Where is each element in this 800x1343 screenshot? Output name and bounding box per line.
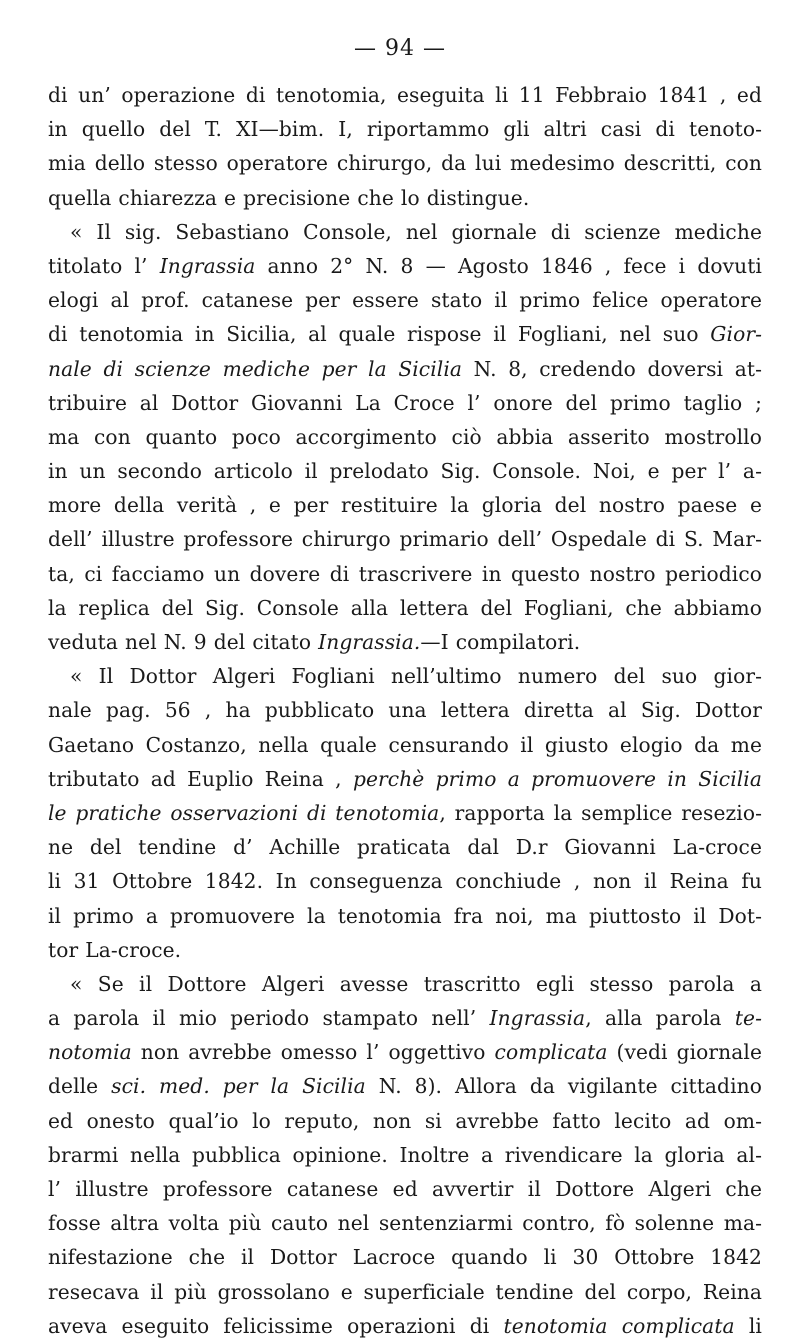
text-line	[48, 146, 762, 180]
text-line	[48, 762, 762, 796]
text-segment: —I compilatori.	[420, 630, 581, 654]
text-segment: tribuire al Dottor Giovanni La Croce l’ onore del primo taglio ;	[48, 390, 762, 415]
text-segment: di tenotomia in Sicilia, al quale rispose il Fogliani, nel suo	[48, 322, 711, 347]
italic-text: le pratiche osservazioni di tenotomia	[48, 800, 440, 825]
text-line	[48, 796, 762, 830]
italic-text: Gior-	[710, 322, 762, 347]
text-line	[48, 591, 762, 625]
text-segment: l’ illustre professore catanese ed avvertir il Dottore Algeri che	[48, 1177, 762, 1201]
text-segment: fosse altra volta più cauto nel sentenziarmi contro, fò solenne ma-	[48, 1211, 762, 1236]
page-number: — 94 —	[354, 36, 446, 61]
text-line	[48, 967, 762, 1001]
text-line	[48, 386, 762, 420]
text-line	[48, 1104, 762, 1138]
text-segment: la replica del Sig. Console alla lettera del Fogliani, che abbiamo	[48, 595, 762, 620]
text-segment: nale pag. 56 , ha pubblicato una lettera diretta al Sig. Dottor	[48, 698, 762, 723]
italic-text: tenotomia complicata	[503, 1313, 735, 1338]
text-line	[48, 1138, 762, 1172]
text-line	[48, 693, 762, 727]
text-line	[48, 625, 762, 659]
text-line	[48, 557, 762, 591]
text-segment: ed onesto qual’io lo reputo, non si avrebbe fatto lecito ad om-	[48, 1108, 762, 1133]
italic-text: notomia	[48, 1040, 132, 1065]
italic-text: complicata	[494, 1040, 608, 1065]
text-line	[48, 420, 762, 454]
italic-text: Ingrassia.	[318, 630, 421, 654]
text-segment: brarmi nella pubblica opinione. Inoltre a rivendicare la gloria al-	[48, 1142, 762, 1167]
text-segment: anno 2° N. 8 — Agosto 1846 , fece i dovuti	[255, 253, 762, 278]
text-segment: resecava il più grossolano e superficiale tendine del corpo, Reina	[48, 1279, 762, 1304]
text-line	[48, 317, 762, 351]
text-line	[48, 522, 762, 556]
text-segment: « Il Dottor Algeri Fogliani nell’ultimo numero del suo gior-	[70, 664, 762, 689]
text-line	[48, 864, 762, 898]
text-segment: di un’ operazione di tenotomia, eseguita li 11 Febbraio 1841 , ed	[48, 83, 762, 107]
text-line	[48, 454, 762, 488]
text-segment: ma con quanto poco accorgimento ciò abbia asserito mostrollo	[48, 424, 762, 449]
text-segment: a parola il mio periodo stampato nell’	[48, 1006, 490, 1031]
text-line	[48, 78, 762, 112]
text-segment: , rapporta la semplice resezio-	[439, 800, 762, 825]
text-segment: N. 8). Allora da vigilante cittadino	[365, 1074, 762, 1099]
italic-text: Ingrassia	[489, 1006, 586, 1031]
text-segment: tor La-croce.	[48, 937, 182, 962]
text-segment: « Il sig. Sebastiano Console, nel giornale di scienze mediche	[70, 219, 762, 244]
text-segment: ta, ci facciamo un dovere di trascrivere in questo nostro periodico	[48, 561, 762, 586]
text-line	[48, 181, 762, 215]
text-segment: (vedi giornale	[607, 1040, 762, 1065]
text-segment: quella chiarezza e precisione che lo distingue.	[48, 185, 530, 210]
text-line	[48, 659, 762, 693]
text-segment: non avrebbe omesso l’ oggettivo	[131, 1040, 495, 1065]
text-segment: nifestazione che il Dottor Lacroce quando li 30 Ottobre 1842	[48, 1245, 762, 1270]
text-line	[48, 1069, 762, 1103]
text-segment: in un secondo articolo il prelodato Sig. Console. Noi, e per l’ a-	[48, 459, 762, 484]
text-segment: li 31 Ottobre 1842. In conseguenza conchiude , non il Reina fu	[48, 869, 762, 894]
text-line	[48, 352, 762, 386]
text-line	[48, 899, 762, 933]
italic-text: te-	[734, 1006, 762, 1031]
text-segment: delle	[48, 1074, 112, 1099]
text-segment: veduta nel N. 9 del citato	[48, 630, 319, 654]
text-segment: titolato l’	[48, 253, 160, 278]
text-line	[48, 933, 762, 967]
text-segment: N. 8, credendo doversi at-	[462, 356, 762, 381]
text-line	[48, 1035, 762, 1069]
text-segment: in quello del T. XI—bim. I, riportammo gli altri casi di tenoto-	[48, 117, 762, 142]
italic-text: sci. med. per la Sicilia	[111, 1074, 366, 1099]
text-line	[48, 1309, 762, 1343]
text-line	[48, 112, 762, 146]
text-line	[48, 728, 762, 762]
italic-text: perchè primo a promuovere in Sicilia	[352, 766, 762, 791]
text-segment: mia dello stesso operatore chirurgo, da lui medesimo descritti, con	[48, 151, 762, 176]
text-line	[48, 249, 762, 283]
text-segment: il primo a promuovere la tenotomia fra noi, ma piuttosto il Dot-	[48, 903, 762, 928]
text-line	[48, 1275, 762, 1309]
text-segment: more della verità , e per restituire la gloria del nostro paese e	[48, 493, 762, 518]
text-segment: li	[734, 1313, 762, 1338]
text-segment: , alla parola	[585, 1006, 735, 1031]
text-segment: ne del tendine d’ Achille praticata dal D.r Giovanni La-croce	[48, 835, 762, 860]
text-segment: elogi al prof. catanese per essere stato il primo felice operatore	[48, 288, 762, 313]
text-segment: « Se il Dottore Algeri avesse trascritto egli stesso parola a	[70, 971, 762, 996]
text-segment: dell’ illustre professore chirurgo primario dell’ Ospedale di S. Mar-	[48, 527, 762, 552]
body-text	[48, 78, 762, 1343]
text-line	[48, 1172, 762, 1206]
italic-text: Ingrassia	[159, 253, 256, 278]
text-segment: aveva eseguito felicissime operazioni di	[48, 1313, 504, 1338]
text-segment: tributato ad Euplio Reina ,	[48, 766, 353, 791]
text-line	[48, 1240, 762, 1274]
text-line	[48, 1206, 762, 1240]
italic-text: nale di scienze mediche per la Sicilia	[48, 356, 463, 381]
text-line	[48, 488, 762, 522]
text-line	[48, 283, 762, 317]
text-line	[48, 1001, 762, 1035]
text-segment: Gaetano Costanzo, nella quale censurando il giusto elogio da me	[48, 732, 762, 757]
text-line	[48, 830, 762, 864]
text-line	[48, 215, 762, 249]
